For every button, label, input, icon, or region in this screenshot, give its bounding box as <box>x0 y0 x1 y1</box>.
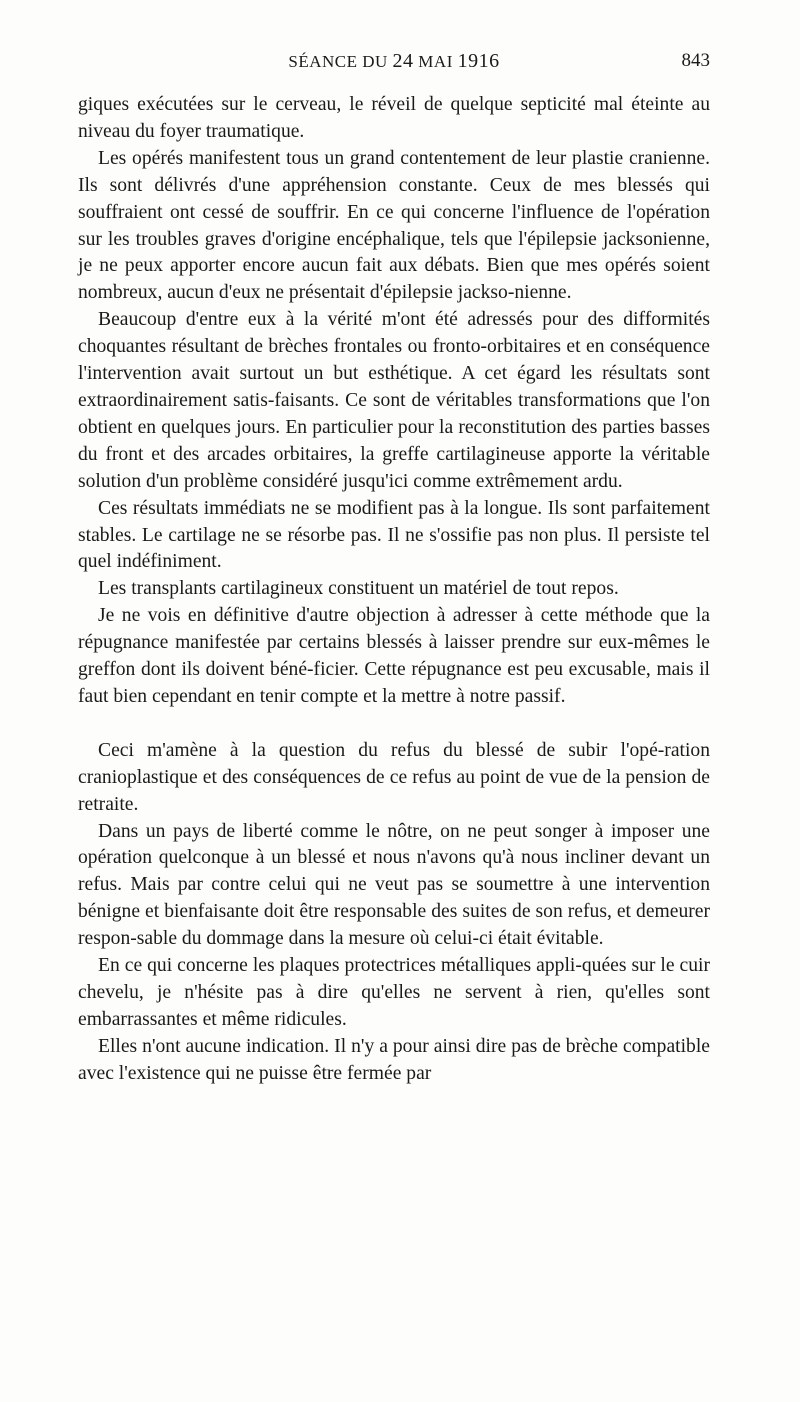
running-title <box>78 50 710 73</box>
paragraph: Les opérés manifestent tous un grand contentement de leur plastie cranienne. Ils sont délivrés d'une appréhension constante. Ceux de mes blessés qui souffraient ont cessé de souffrir. En ce qui concerne l'influence de l'opération sur les troubles graves d'origine encéphalique, tels que l'épilepsie jacksonienne, je ne peux apporter encore aucun fait aux débats. Bien que mes opérés soient nombreux, aucun d'eux ne présentait d'épilepsie jackso-nienne. <box>78 147 710 304</box>
paragraph: giques exécutées sur le cerveau, le réveil de quelque septicité mal éteinte au niveau du foyer traumatique. <box>78 94 710 142</box>
paragraph: Les transplants cartilagineux constituent un matériel de tout repos. <box>98 578 619 600</box>
paragraph: Beaucoup d'entre eux à la vérité m'ont été adressés pour des difformités choquantes résultant de brèches frontales ou fronto-orbitaires et en conséquence l'intervention avait surtout un but esthétique. A cet égard les résultats sont extraordinairement satis-faisants. Ce sont de véritables transformations que l'on obtient en quelques jours. En particulier pour la reconstitution des parties basses du front et des arcades orbitaires, la greffe cartilagineuse apporte la véritable solution d'un problème considéré jusqu'ici comme extrêmement ardu. <box>78 309 710 492</box>
paragraph: Je ne vois en définitive d'autre objection à adresser à cette méthode que la répugnance manifestée par certains blessés à laisser prendre sur eux-mêmes le greffon dont ils doivent béné-ficier. Cette répugnance est peu excusable, mais il faut bien cependant en tenir compte et la mettre à notre passif. <box>78 605 710 707</box>
paragraph: Elles n'ont aucune indication. Il n'y a pour ainsi dire pas de brèche compatible avec l'existence qui ne puisse être fermée par <box>78 1035 710 1084</box>
body-text <box>78 92 710 1088</box>
paragraph: Dans un pays de liberté comme le nôtre, on ne peut songer à imposer une opération quelconque à un blessé et nous n'avons qu'à nous incliner devant un refus. Mais par contre celui qui ne veut pas se soumettre à une intervention bénigne et bienfaisante doit être responsable des suites de son refus, et demeurer respon-sable du dommage dans la mesure où celui-ci était évitable. <box>78 820 710 950</box>
section-break <box>78 711 710 738</box>
running-title-month: MAI <box>418 52 453 71</box>
paragraph: En ce qui concerne les plaques protectrices métalliques appli-quées sur le cuir chevelu, je n'hésite pas à dire qu'elles ne servent à rien, qu'elles sont embarrassantes et même ridicules. <box>78 955 710 1030</box>
paragraph: Ces résultats immédiats ne se modifient pas à la longue. Ils sont parfaitement stables. Le cartilage ne se résorbe pas. Il ne s'ossifie pas non plus. Il persiste tel quel indéfiniment. <box>78 497 710 573</box>
running-title-prefix: SÉANCE DU <box>288 52 388 71</box>
page-number: 843 <box>681 50 710 71</box>
running-title-date: 24 <box>392 50 414 72</box>
running-header <box>78 50 710 76</box>
paragraph: Ceci m'amène à la question du refus du blessé de subir l'opé-ration cranioplastique et des conséquences de ce refus au point de vue de la pension de retraite. <box>78 739 710 815</box>
running-title-year: 1916 <box>457 50 500 72</box>
